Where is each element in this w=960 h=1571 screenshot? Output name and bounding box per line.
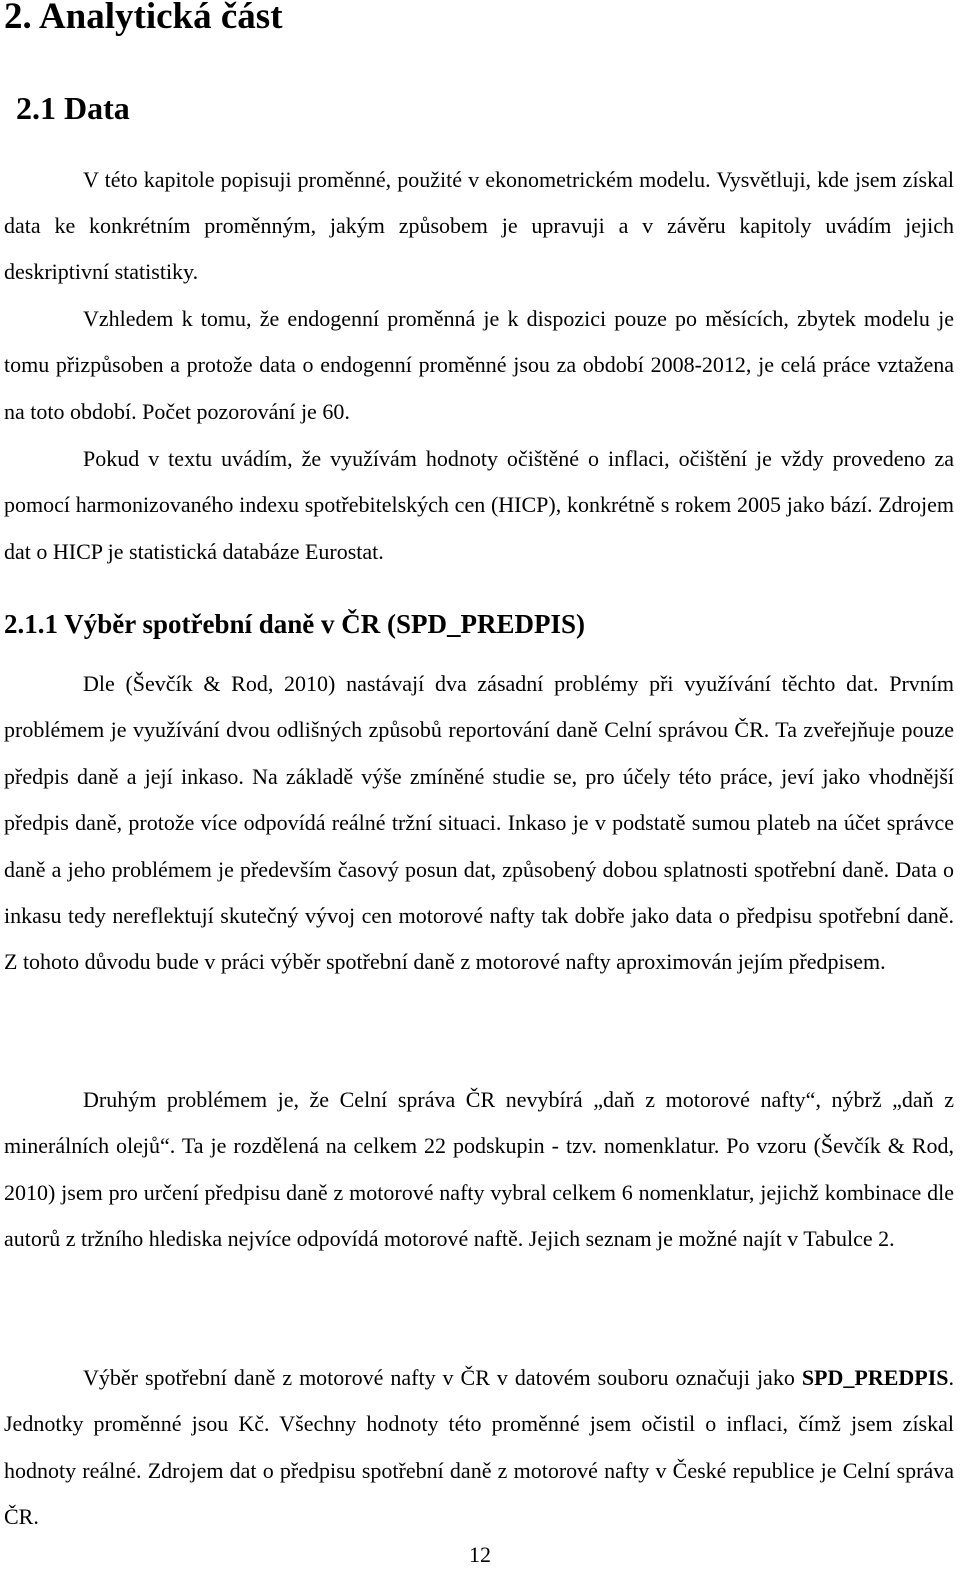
variable-definition-continuation: . Jednotky proměnné jsou Kč. Všechny hodnoty této proměnné jsem očistil o inflaci, čímž jsem získal hodnoty reálné. Zdrojem dat o předpisu spotřební daně z motorové nafty v České republice je Celní správa ČR. bbox=[4, 1365, 954, 1530]
paragraph-variable-definition bbox=[4, 1355, 954, 1541]
variable-name: SPD_PREDPIS bbox=[801, 1365, 949, 1390]
subsection-heading: 2.1.1 Výběr spotřební daně v ČR (SPD_PREDPIS) bbox=[4, 609, 586, 639]
paragraph-second-problem: Druhým problémem je, že Celní správa ČR nevybírá „daň z motorové nafty“, nýbrž „daň z minerálních olejů“. Ta je rozdělená na celkem 22 podskupin - tzv. nomenklatur. Po vzoru (Ševčík & Rod, 2010) jsem pro určení předpisu daně z motorové nafty vybral celkem 6 nomenklatur, jejichž kombinace dle autorů z tržního hlediska nejvíce odpovídá motorové naftě. Jejich seznam je možné najít v Tabulce 2. bbox=[4, 1087, 954, 1252]
variable-definition-text: Výběr spotřební daně z motorové nafty v ČR v datovém souboru označuji jako bbox=[83, 1365, 802, 1390]
section-heading: 2.1 Data bbox=[16, 90, 130, 126]
page-number: 12 bbox=[469, 1542, 491, 1567]
paragraph-intro: V této kapitole popisuji proměnné, použité v ekonometrickém modelu. Vysvětluji, kde jsem získal data ke konkrétním proměnným, jakým způsobem je upravuji a v závěru kapitoly uvádím jejich deskriptivní statistiky. bbox=[4, 167, 954, 284]
chapter-heading: 2. Analytická část bbox=[4, 0, 283, 37]
paragraph-endogenous-variable: Vzhledem k tomu, že endogenní proměnná je k dispozici pouze po měsících, zbytek modelu je tomu přizpůsoben a protože data o endogenní proměnné jsou za období 2008-2012, je celá práce vztažena na toto období. Počet pozorování je 60. bbox=[4, 306, 954, 424]
paragraph-inflation-adjustment: Pokud v textu uvádím, že využívám hodnoty očištěné o inflaci, očištění je vždy provedeno za pomocí harmonizovaného indexu spotřebitelských cen (HICP), konkrétně s rokem 2005 jako bází. Zdrojem dat o HICP je statistická databáze Eurostat. bbox=[4, 446, 954, 564]
paragraph-first-problem: Dle (Ševčík & Rod, 2010) nastávají dva zásadní problémy při využívání těchto dat. Prvním problémem je využívání dvou odlišných způsobů reportování daně Celní správou ČR. Ta zveřejňuje pouze předpis daně a její inkaso. Na základě výše zmíněné studie se, pro účely této práce, jeví jako vhodnější předpis daně, protože více odpovídá reálné tržní situaci. Inkaso je v podstatě sumou plateb na účet správce daně a jeho problémem je především časový posun dat, způsobený dobou splatnosti spotřební daně. Data o inkasu tedy nereflektují skutečný vývoj cen motorové nafty tak dobře jako data o předpisu spotřební daně. Z tohoto důvodu bude v práci výběr spotřební daně z motorové nafty aproximován jejím předpisem. bbox=[4, 671, 954, 975]
